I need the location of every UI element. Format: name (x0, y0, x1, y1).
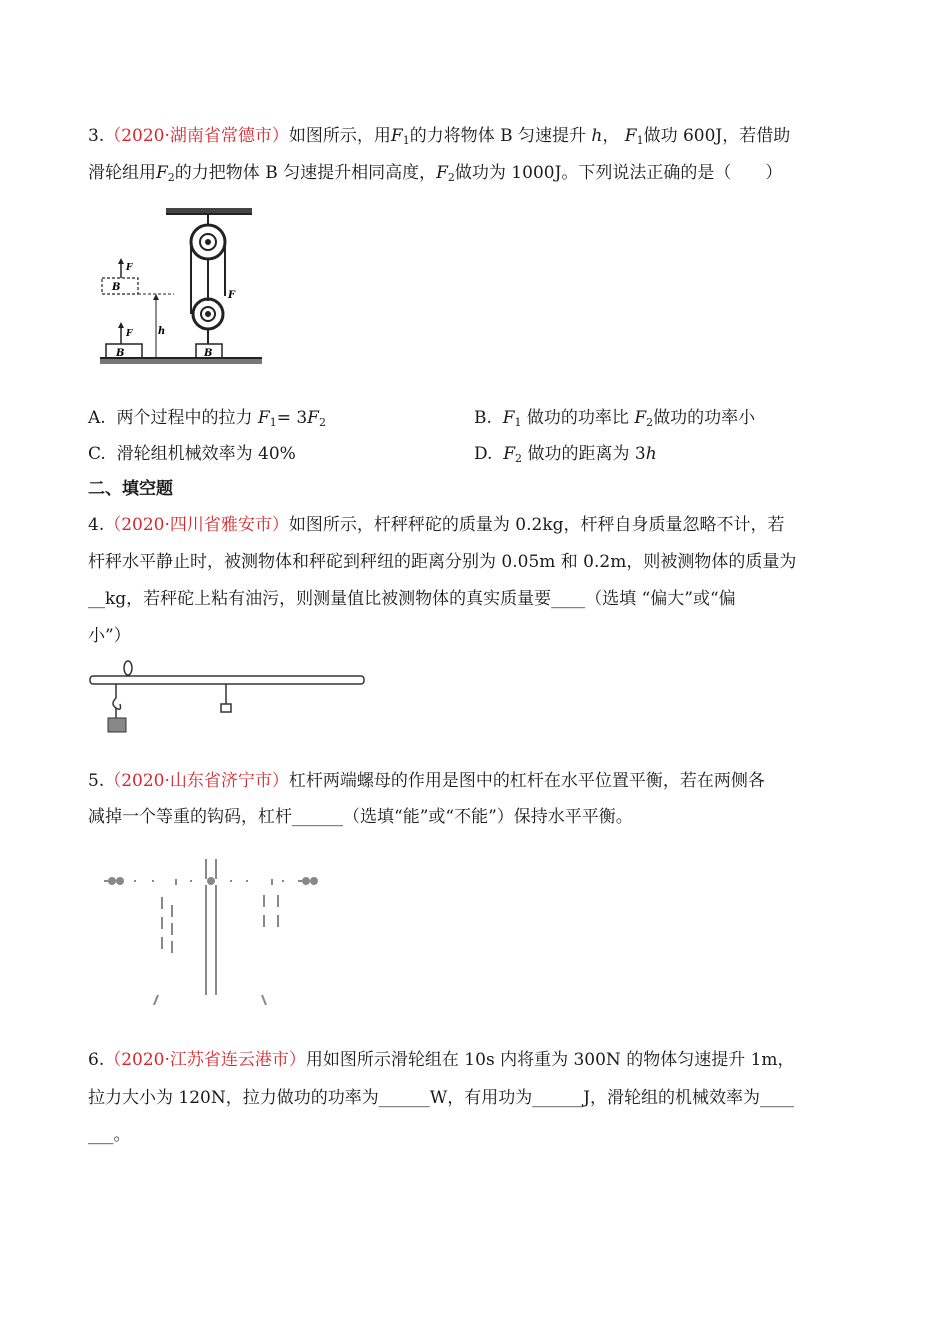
svg-text:B: B (112, 282, 121, 293)
question-source: （2020·四川省雅安市） (104, 515, 289, 535)
svg-text:F: F (126, 263, 133, 273)
svg-text:B: B (204, 348, 213, 359)
q6-line-3: ___。 (88, 1125, 131, 1145)
q6-line-1: 6.（2020·江苏省连云港市）用如图所示滑轮组在 10s 内将重为 300N 的物体匀速提升 1m， (88, 1050, 795, 1070)
lever-figure (98, 855, 328, 1005)
steelyard-figure (88, 660, 368, 740)
question-source: （2020·山东省济宁市） (104, 771, 289, 791)
q5-line-2: 减掉一个等重的钩码，杠杆______（选填“能”或“不能”）保持水平平衡。 (88, 807, 633, 827)
question-source: （2020·湖南省常德市） (104, 126, 289, 146)
q4-line-1: 4.（2020·四川省雅安市）如图所示，杆秤秤砣的质量为 0.2kg，杆秤自身质量忽略不计，若 (88, 515, 785, 535)
section-heading: 二、填空题 (88, 479, 173, 499)
q3-line-2: 滑轮组用$F_2$的力把物体 B 匀速提升相同高度，$F_2$做功为 1000J。下列说法正确的是（ ） (88, 163, 783, 184)
q6-line-2: 拉力大小为 120N，拉力做功的功率为______W，有用功为______J，滑轮组的机械效率为____ (88, 1088, 795, 1108)
q3-line-1: 3.（2020·湖南省常德市）如图所示，用$F_1$的力将物体 B 匀速提升 h， $F_1$做功 600J，若借助 (88, 126, 791, 147)
option-c[interactable]: C. 滑轮组机械效率为 40% (88, 444, 296, 464)
q5-line-1: 5.（2020·山东省济宁市）杠杆两端螺母的作用是图中的杠杆在水平位置平衡，若在两侧各 (88, 771, 765, 791)
option-d[interactable]: D. $F_2$ 做功的距离为 3h (474, 444, 657, 465)
pulley-figure (96, 206, 266, 368)
q4-line-2: 杆秤水平静止时，被测物体和秤砣到秤纽的距离分别为 0.05m 和 0.2m，则被测物体的质量为 (88, 552, 797, 572)
question-source: （2020·江苏省连云港市） (104, 1050, 306, 1070)
q4-line-3: __kg，若秤砣上粘有油污，则测量值比被测物体的真实质量要____（选填 “偏大”或“偏 (88, 589, 736, 609)
svg-text:F: F (228, 290, 236, 301)
q4-line-4: 小”） (88, 626, 131, 646)
option-a[interactable]: A. 两个过程中的拉力 $F_1= 3F_2$ (88, 408, 326, 429)
question-number: 3. (88, 126, 105, 146)
svg-text:F: F (126, 329, 133, 339)
svg-text:B: B (116, 348, 125, 359)
option-b[interactable]: B. $F_1$ 做功的功率比 $F_2$做功的功率小 (474, 408, 756, 429)
svg-text:h: h (158, 326, 166, 337)
